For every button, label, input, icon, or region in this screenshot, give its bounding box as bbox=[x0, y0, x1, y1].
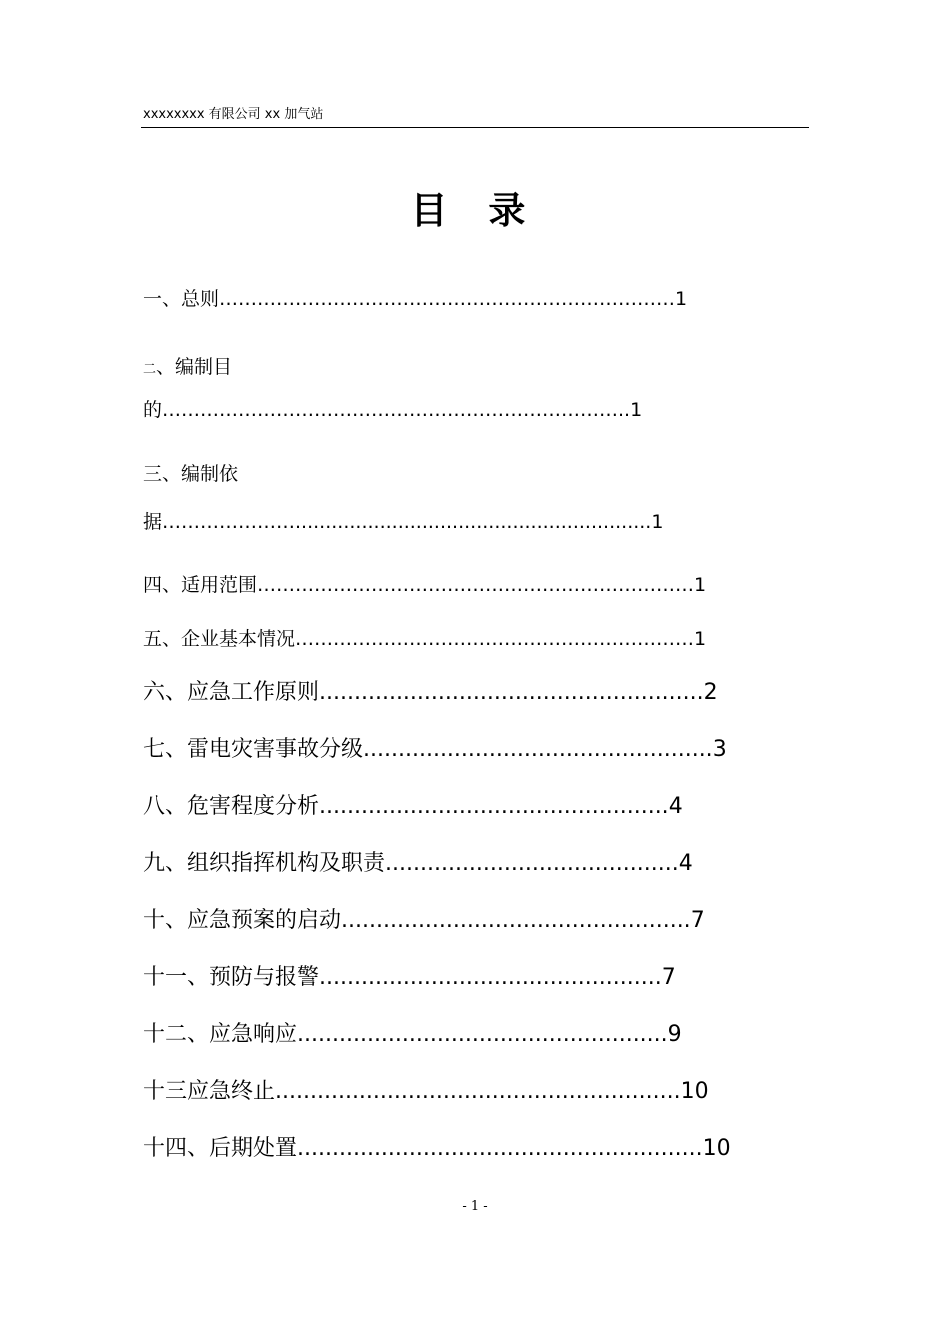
toc-entry-page: 4 bbox=[668, 794, 683, 819]
toc-entry-label: 、编制目 bbox=[156, 356, 233, 378]
toc-entry-principles[interactable] bbox=[143, 680, 718, 706]
toc-entry-leader: ......................................................... bbox=[297, 1136, 696, 1161]
toc-entry-page: 3 bbox=[712, 737, 727, 762]
toc-entry-classification[interactable] bbox=[143, 737, 727, 763]
toc-entry-purpose-line2[interactable] bbox=[143, 397, 642, 423]
toc-entry-response[interactable] bbox=[143, 1022, 682, 1048]
toc-entry-purpose-line1[interactable] bbox=[143, 354, 232, 383]
toc-entry-leader: ..................................................... bbox=[297, 1022, 668, 1047]
toc-entry-basis-line1[interactable] bbox=[143, 461, 238, 487]
page-title: 目 录 bbox=[410, 189, 540, 232]
toc-entry-page: 1 bbox=[694, 574, 707, 596]
toc-entry-page: 1 bbox=[651, 511, 664, 533]
toc-entry-leader: .......................................... bbox=[385, 851, 679, 876]
toc-entry-leader: ...................................................... bbox=[319, 680, 697, 705]
toc-entry-organization[interactable] bbox=[143, 851, 693, 877]
toc-entry-activation[interactable] bbox=[143, 908, 705, 934]
toc-entry-label: 五、企业基本情况 bbox=[143, 628, 296, 650]
toc-entry-number: 二 bbox=[143, 362, 157, 377]
toc-entry-page: .2 bbox=[696, 680, 718, 705]
toc-entry-label: 六、应急工作原则 bbox=[143, 680, 320, 705]
toc-entry-leader: ……………………………………………………………… bbox=[219, 288, 676, 310]
toc-entry-label: 十二、应急响应 bbox=[143, 1022, 298, 1047]
toc-entry-scope[interactable] bbox=[143, 572, 706, 598]
toc-entry-label: 四、适用范围 bbox=[143, 574, 258, 596]
toc-entry-label: 一、总则 bbox=[143, 288, 220, 310]
toc-entry-label: 十、应急预案的启动 bbox=[143, 908, 342, 933]
toc-entry-hazard-analysis[interactable] bbox=[143, 794, 683, 820]
toc-entry-leader: …………………........................................................... bbox=[162, 511, 652, 533]
page-number: - 1 - bbox=[462, 1199, 488, 1214]
toc-entry-leader: …………………………………………………………… bbox=[257, 574, 695, 596]
toc-entry-general[interactable] bbox=[143, 286, 687, 312]
toc-entry-page: .10 bbox=[695, 1136, 731, 1161]
toc-entry-company-info[interactable] bbox=[143, 626, 706, 652]
toc-entry-page: 7 bbox=[661, 965, 676, 990]
toc-entry-label: 十一、预防与报警 bbox=[143, 965, 320, 990]
toc-entry-leader: ................................................. bbox=[319, 965, 662, 990]
toc-entry-aftermath[interactable] bbox=[143, 1136, 731, 1162]
toc-entry-leader: ……………………………………………………………….. bbox=[162, 399, 631, 421]
toc-entry-label: 十四、后期处置 bbox=[143, 1136, 298, 1161]
toc-entry-page: 4 bbox=[678, 851, 693, 876]
toc-entry-termination[interactable] bbox=[143, 1079, 709, 1105]
toc-entry-label: 十三应急终止 bbox=[143, 1079, 276, 1104]
toc-entry-label: 的 bbox=[143, 399, 163, 421]
toc-entry-leader: ......................................................... bbox=[275, 1079, 674, 1104]
page-header: xxxxxxxx 有限公司 xx 加气站 bbox=[143, 107, 324, 122]
toc-entry-page: .10 bbox=[673, 1079, 709, 1104]
toc-entry-page: 1 bbox=[630, 399, 643, 421]
toc-entry-basis-line2[interactable] bbox=[143, 509, 663, 535]
toc-entry-leader: .................................................. bbox=[319, 794, 669, 819]
toc-entry-page: 7 bbox=[690, 908, 705, 933]
header-divider bbox=[141, 127, 809, 128]
toc-entry-leader: ……………………………………………………… bbox=[295, 628, 695, 650]
toc-entry-label: 据 bbox=[143, 511, 163, 533]
toc-entry-prevention[interactable] bbox=[143, 965, 676, 991]
toc-entry-page: 9 bbox=[667, 1022, 682, 1047]
toc-entry-page: 1 bbox=[694, 628, 707, 650]
toc-entry-label: 九、组织指挥机构及职责 bbox=[143, 851, 386, 876]
toc-entry-leader: .................................................. bbox=[341, 908, 691, 933]
toc-entry-page: 1 bbox=[675, 288, 688, 310]
toc-entry-label: 八、危害程度分析 bbox=[143, 794, 320, 819]
toc-entry-leader: .................................................. bbox=[363, 737, 713, 762]
toc-entry-label: 三、编制依 bbox=[143, 463, 239, 485]
toc-entry-label: 七、雷电灾害事故分级 bbox=[143, 737, 364, 762]
